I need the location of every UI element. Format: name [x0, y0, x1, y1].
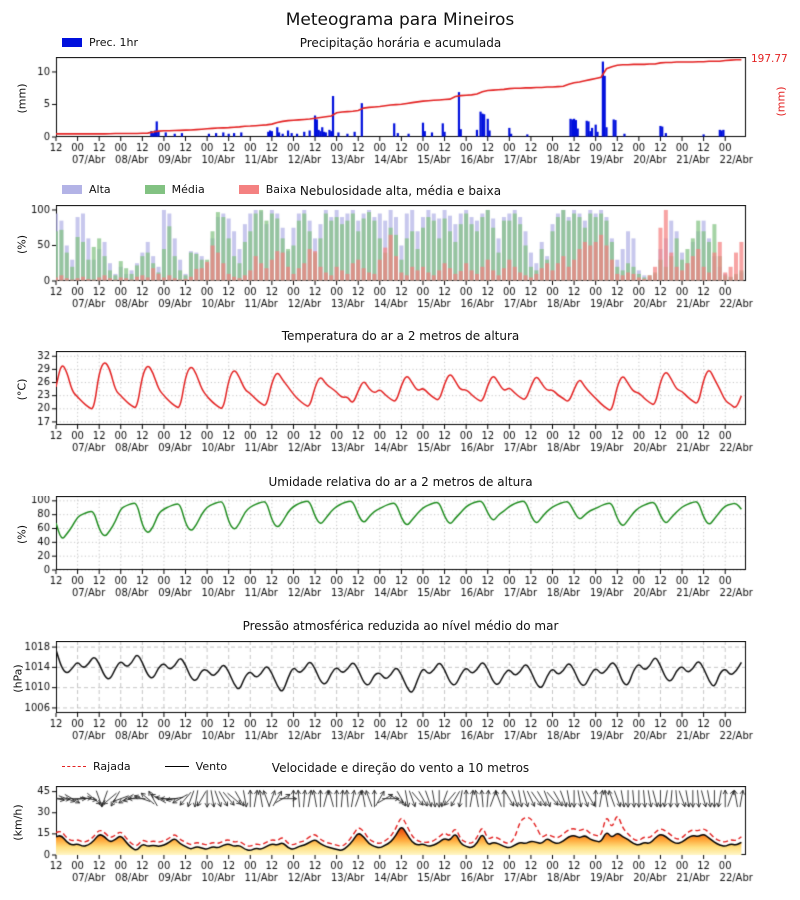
figure-title: Meteograma para Mineiros	[285, 10, 515, 30]
pressure-title: Pressão atmosférica reduzida ao nível médio do mar	[242, 619, 559, 633]
cloudiness-chart-canvas	[0, 205, 800, 315]
temperature-title: Temperatura do ar a 2 metros de altura	[281, 329, 520, 343]
legend-label: Vento	[195, 760, 228, 773]
legend-label: Prec. 1hr	[89, 36, 139, 49]
legend-label: Média	[171, 183, 205, 196]
legend-label: Rajada	[93, 760, 131, 773]
humidity-title: Umidade relativa do ar a 2 metros de altura	[268, 475, 533, 489]
wind-chart-canvas	[0, 786, 800, 889]
cloudiness-title: Nebulosidade alta, média e baixa	[299, 184, 502, 198]
precipitation-chart-canvas	[0, 57, 800, 171]
legend-label: Alta	[89, 183, 111, 196]
pressure-chart-canvas	[0, 641, 800, 747]
legend-label: Baixa	[265, 183, 297, 196]
temperature-chart-canvas	[0, 351, 800, 459]
wind-title: Velocidade e direção do vento a 10 metros	[271, 761, 530, 775]
humidity-chart-canvas	[0, 496, 800, 604]
precipitation-title: Precipitação horária e acumulada	[299, 36, 502, 50]
